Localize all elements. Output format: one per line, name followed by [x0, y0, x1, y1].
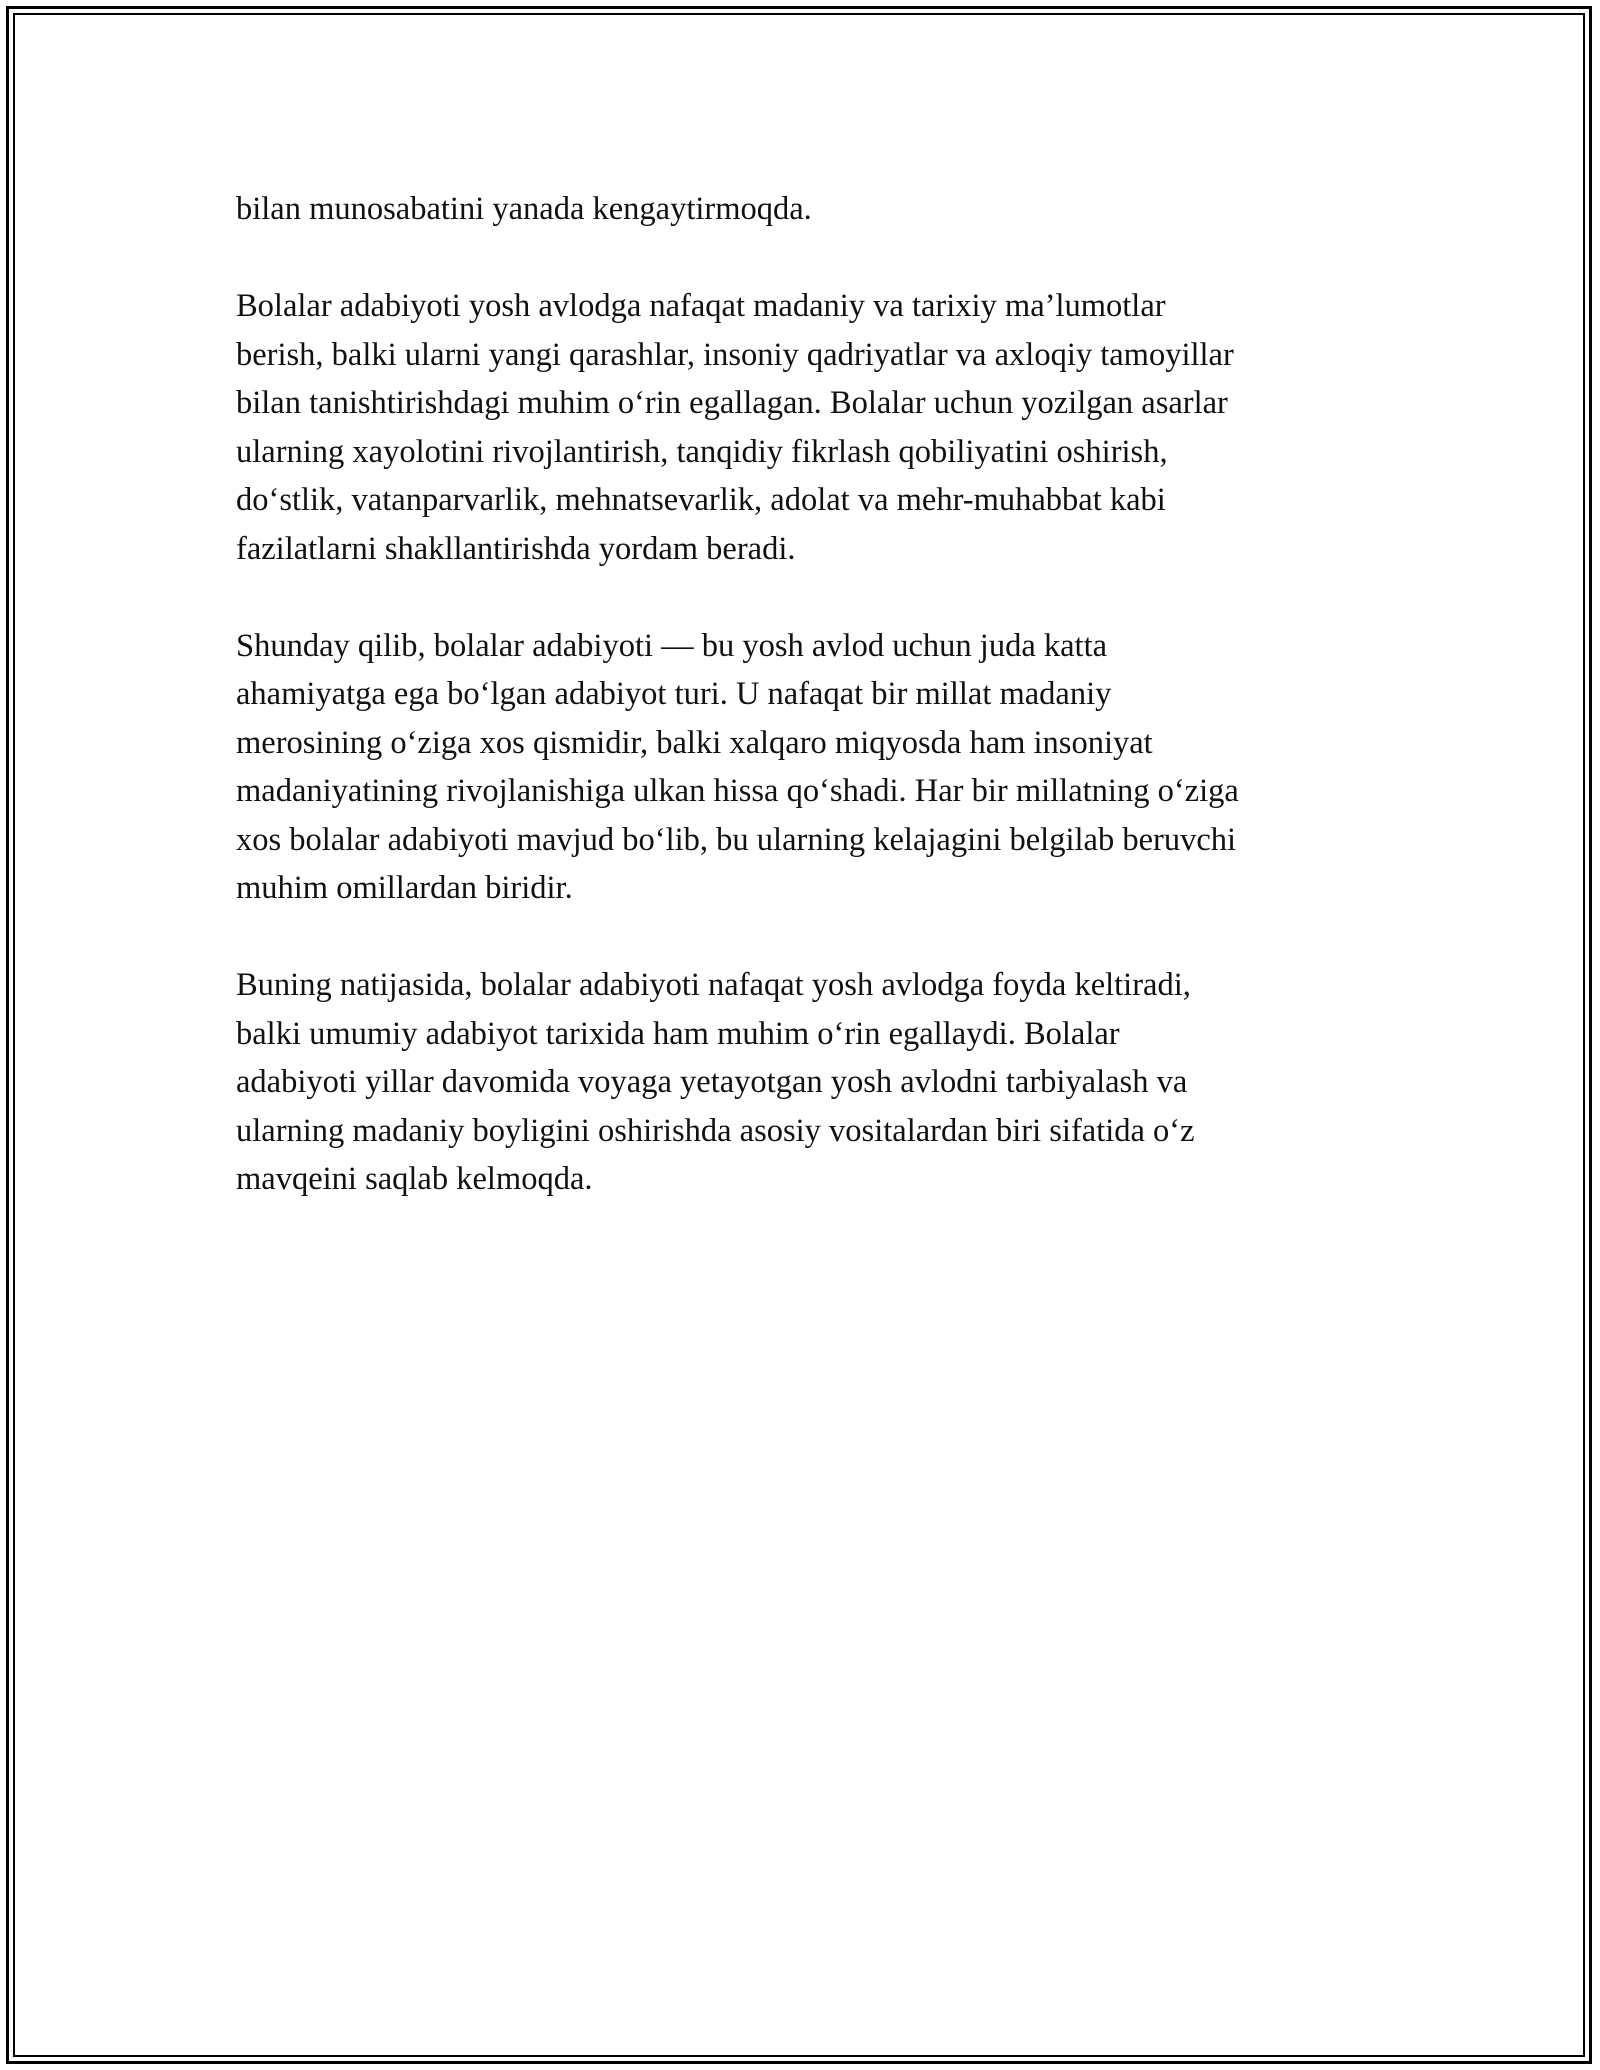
paragraph-conclusion: Shunday qilib, bolalar adabiyoti — bu yosh avlod uchun juda katta ahamiyatga ega bo‘lgan adabiyot turi. U nafaqat bir millat madaniy merosining o‘ziga xos qismidir, balki xalqaro miqyosda ham insoniyat madaniyatining rivojlanishiga ulkan hissa qo‘shadi. Har bir millatning o‘ziga xos bolalar adabiyoti mavjud bo‘lib, bu ularning kelajagini belgilab beruvchi muhim omillardan biridir. — [236, 627, 1239, 906]
paragraph-result: Buning natijasida, bolalar adabiyoti nafaqat yosh avlodga foyda keltiradi, balki umumiy adabiyot tarixida ham muhim o‘rin egallaydi. Bolalar adabiyoti yillar davomida voyaga yetayotgan yosh avlodni tarbiyalash va ularning madaniy boyligini oshirishda asosiy vositalardan biri sifatida o‘z mavqeini saqlab kelmoqda. — [236, 967, 1195, 1197]
paragraph-importance: Bolalar adabiyoti yosh avlodga nafaqat madaniy va tarixiy ma’lumotlar berish, balki ularni yangi qarashlar, insoniy qadriyatlar va axloqiy tamoyillar bilan tanishtirishdagi muhim o‘rin egallagan. Bolalar uchun yozilgan asarlar ularning xayolotini rivojlantirish, tanqidiy fikrlash qobiliyatini oshirish, do‘stlik, vatanparvarlik, mehnatsevarlik, adolat va mehr-muhabbat kabi fazilatlarni shakllantirishda yordam beradi. — [236, 288, 1234, 567]
document-body — [236, 185, 1376, 1252]
paragraph-continuation: bilan munosabatini yanada kengaytirmoqda. — [236, 191, 812, 227]
